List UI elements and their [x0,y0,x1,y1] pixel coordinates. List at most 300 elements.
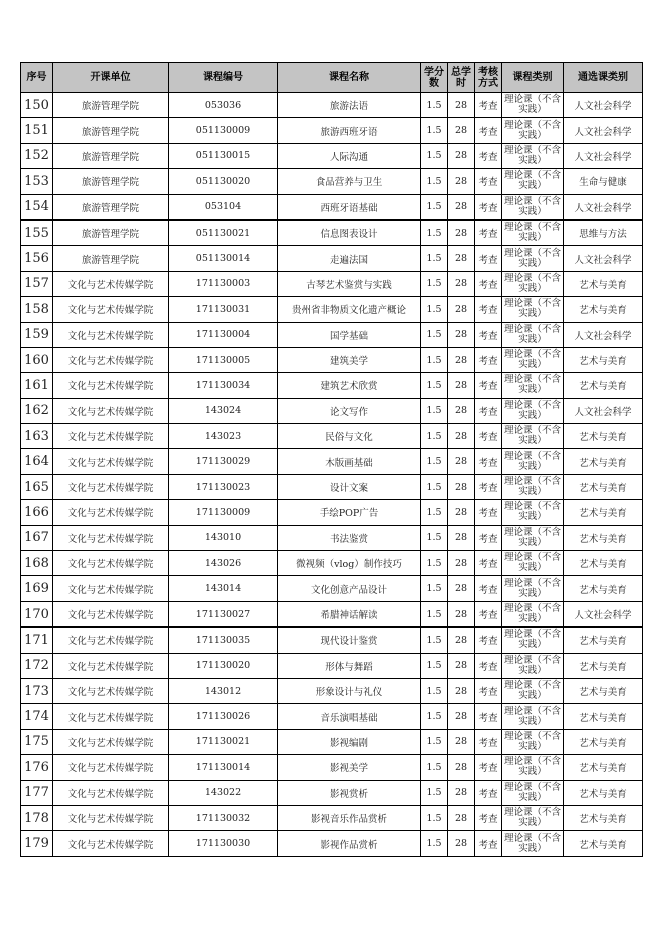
header-elective-category: 通选课类别 [564,63,643,93]
cell-course-code: 171130014 [169,755,278,780]
cell-hours: 28 [448,653,475,678]
cell-elective-category: 人文社会科学 [564,246,643,271]
cell-credits: 1.5 [421,118,448,143]
cell-credits: 1.5 [421,347,448,372]
cell-course-type: 理论课（不含实践） [502,474,564,499]
cell-seq: 177 [21,780,53,805]
cell-seq: 179 [21,831,53,856]
header-hours: 总学时 [448,63,475,93]
cell-course-code: 171130027 [169,601,278,627]
cell-assessment: 考查 [475,220,502,246]
cell-course-type: 理论课（不含实践） [502,601,564,627]
cell-course-code: 143014 [169,576,278,601]
cell-course-name: 建筑艺术欣赏 [278,373,421,398]
table-row [21,805,643,830]
cell-elective-category: 艺术与美育 [564,297,643,322]
cell-assessment: 考查 [475,271,502,296]
cell-elective-category: 人文社会科学 [564,601,643,627]
cell-course-name: 微视频（vlog）制作技巧 [278,551,421,576]
cell-elective-category: 艺术与美育 [564,576,643,601]
cell-elective-category: 人文社会科学 [564,322,643,347]
cell-seq: 176 [21,755,53,780]
cell-credits: 1.5 [421,474,448,499]
cell-hours: 28 [448,246,475,271]
cell-assessment: 考查 [475,627,502,653]
cell-hours: 28 [448,424,475,449]
cell-course-type: 理论课（不含实践） [502,143,564,168]
cell-seq: 156 [21,246,53,271]
cell-course-type: 理论课（不含实践） [502,500,564,525]
cell-course-code: 051130020 [169,169,278,194]
cell-course-code: 143026 [169,551,278,576]
cell-hours: 28 [448,780,475,805]
cell-course-name: 书法鉴赏 [278,525,421,550]
table-row [21,143,643,168]
cell-assessment: 考查 [475,704,502,729]
cell-course-name: 西班牙语基础 [278,194,421,220]
cell-credits: 1.5 [421,704,448,729]
cell-assessment: 考查 [475,143,502,168]
cell-seq: 170 [21,601,53,627]
cell-course-name: 影视音乐作品赏析 [278,805,421,830]
cell-course-type: 理论课（不含实践） [502,297,564,322]
cell-course-name: 手绘POP广告 [278,500,421,525]
cell-course-type: 理论课（不含实践） [502,194,564,220]
cell-credits: 1.5 [421,831,448,856]
cell-department: 文化与艺术传媒学院 [53,576,169,601]
cell-credits: 1.5 [421,653,448,678]
cell-course-code: 171130009 [169,500,278,525]
cell-course-name: 形象设计与礼仪 [278,678,421,703]
header-course-type: 课程类别 [502,63,564,93]
cell-course-type: 理论课（不含实践） [502,805,564,830]
cell-seq: 153 [21,169,53,194]
header-course-code: 课程编号 [169,63,278,93]
cell-department: 文化与艺术传媒学院 [53,831,169,856]
cell-elective-category: 人文社会科学 [564,143,643,168]
cell-credits: 1.5 [421,601,448,627]
cell-elective-category: 艺术与美育 [564,551,643,576]
cell-department: 文化与艺术传媒学院 [53,474,169,499]
cell-seq: 162 [21,398,53,423]
cell-credits: 1.5 [421,220,448,246]
cell-hours: 28 [448,525,475,550]
cell-seq: 160 [21,347,53,372]
cell-elective-category: 艺术与美育 [564,805,643,830]
cell-course-name: 论文写作 [278,398,421,423]
cell-course-type: 理论课（不含实践） [502,169,564,194]
cell-credits: 1.5 [421,143,448,168]
cell-department: 旅游管理学院 [53,194,169,220]
header-seq: 序号 [21,63,53,93]
cell-assessment: 考查 [475,500,502,525]
table-row [21,347,643,372]
table-row [21,780,643,805]
cell-seq: 157 [21,271,53,296]
cell-seq: 174 [21,704,53,729]
cell-elective-category: 艺术与美育 [564,474,643,499]
cell-course-code: 143024 [169,398,278,423]
cell-assessment: 考查 [475,424,502,449]
cell-hours: 28 [448,474,475,499]
cell-assessment: 考查 [475,93,502,118]
cell-elective-category: 艺术与美育 [564,627,643,653]
cell-assessment: 考查 [475,729,502,754]
cell-hours: 28 [448,93,475,118]
table-row [21,271,643,296]
cell-course-code: 051130009 [169,118,278,143]
cell-course-type: 理论课（不含实践） [502,831,564,856]
cell-elective-category: 艺术与美育 [564,780,643,805]
cell-department: 文化与艺术传媒学院 [53,347,169,372]
cell-elective-category: 艺术与美育 [564,653,643,678]
table-row [21,194,643,220]
cell-course-code: 053104 [169,194,278,220]
cell-credits: 1.5 [421,780,448,805]
cell-assessment: 考查 [475,805,502,830]
cell-course-name: 旅游西班牙语 [278,118,421,143]
cell-credits: 1.5 [421,271,448,296]
cell-course-code: 053036 [169,93,278,118]
cell-course-code: 143010 [169,525,278,550]
cell-course-type: 理论课（不含实践） [502,271,564,296]
cell-credits: 1.5 [421,93,448,118]
table-row [21,373,643,398]
cell-seq: 173 [21,678,53,703]
cell-elective-category: 艺术与美育 [564,831,643,856]
cell-assessment: 考查 [475,831,502,856]
cell-assessment: 考查 [475,601,502,627]
cell-department: 旅游管理学院 [53,169,169,194]
cell-department: 文化与艺术传媒学院 [53,780,169,805]
cell-hours: 28 [448,220,475,246]
cell-department: 文化与艺术传媒学院 [53,601,169,627]
cell-hours: 28 [448,373,475,398]
cell-assessment: 考查 [475,373,502,398]
cell-credits: 1.5 [421,246,448,271]
cell-elective-category: 人文社会科学 [564,398,643,423]
cell-course-name: 现代设计鉴赏 [278,627,421,653]
cell-assessment: 考查 [475,118,502,143]
cell-elective-category: 艺术与美育 [564,373,643,398]
cell-elective-category: 艺术与美育 [564,704,643,729]
cell-seq: 171 [21,627,53,653]
cell-assessment: 考查 [475,678,502,703]
cell-seq: 151 [21,118,53,143]
cell-course-code: 171130031 [169,297,278,322]
cell-course-name: 古琴艺术鉴赏与实践 [278,271,421,296]
cell-assessment: 考查 [475,347,502,372]
table-row [21,322,643,347]
cell-department: 文化与艺术传媒学院 [53,500,169,525]
cell-course-name: 贵州省非物质文化遗产概论 [278,297,421,322]
cell-assessment: 考查 [475,246,502,271]
cell-hours: 28 [448,704,475,729]
table-row [21,449,643,474]
header-assessment: 考核方式 [475,63,502,93]
cell-course-name: 形体与舞蹈 [278,653,421,678]
cell-seq: 155 [21,220,53,246]
cell-course-type: 理论课（不含实践） [502,347,564,372]
cell-course-code: 051130015 [169,143,278,168]
cell-department: 文化与艺术传媒学院 [53,271,169,296]
cell-credits: 1.5 [421,755,448,780]
cell-course-code: 171130032 [169,805,278,830]
cell-department: 旅游管理学院 [53,93,169,118]
cell-hours: 28 [448,805,475,830]
cell-elective-category: 人文社会科学 [564,93,643,118]
cell-elective-category: 艺术与美育 [564,271,643,296]
table-row [21,601,643,627]
cell-seq: 163 [21,424,53,449]
cell-seq: 150 [21,93,53,118]
cell-hours: 28 [448,143,475,168]
cell-credits: 1.5 [421,500,448,525]
cell-department: 文化与艺术传媒学院 [53,805,169,830]
table-row [21,678,643,703]
cell-course-name: 木版画基础 [278,449,421,474]
cell-elective-category: 艺术与美育 [564,500,643,525]
cell-hours: 28 [448,169,475,194]
table-row [21,474,643,499]
table-row [21,525,643,550]
table-row [21,246,643,271]
header-course-name: 课程名称 [278,63,421,93]
cell-course-name: 影视作品赏析 [278,831,421,856]
cell-elective-category: 艺术与美育 [564,678,643,703]
cell-assessment: 考查 [475,551,502,576]
cell-seq: 164 [21,449,53,474]
cell-assessment: 考查 [475,297,502,322]
cell-course-name: 人际沟通 [278,143,421,168]
cell-hours: 28 [448,271,475,296]
cell-course-code: 171130020 [169,653,278,678]
cell-course-type: 理论课（不含实践） [502,755,564,780]
cell-seq: 165 [21,474,53,499]
cell-department: 文化与艺术传媒学院 [53,704,169,729]
cell-hours: 28 [448,194,475,220]
cell-course-type: 理论课（不含实践） [502,246,564,271]
cell-hours: 28 [448,601,475,627]
cell-credits: 1.5 [421,805,448,830]
cell-course-type: 理论课（不含实践） [502,653,564,678]
cell-course-name: 文化创意产品设计 [278,576,421,601]
cell-hours: 28 [448,729,475,754]
table-row [21,500,643,525]
cell-department: 文化与艺术传媒学院 [53,729,169,754]
cell-hours: 28 [448,347,475,372]
cell-course-code: 171130003 [169,271,278,296]
cell-department: 文化与艺术传媒学院 [53,398,169,423]
cell-assessment: 考查 [475,653,502,678]
cell-course-type: 理论课（不含实践） [502,373,564,398]
cell-hours: 28 [448,831,475,856]
cell-department: 文化与艺术传媒学院 [53,678,169,703]
cell-course-code: 171130021 [169,729,278,754]
table-row [21,755,643,780]
cell-course-type: 理论课（不含实践） [502,627,564,653]
cell-course-type: 理论课（不含实践） [502,449,564,474]
cell-course-code: 171130023 [169,474,278,499]
cell-course-name: 民俗与文化 [278,424,421,449]
cell-course-type: 理论课（不含实践） [502,780,564,805]
table-body [21,93,643,857]
table-row [21,398,643,423]
cell-elective-category: 人文社会科学 [564,118,643,143]
cell-credits: 1.5 [421,729,448,754]
cell-credits: 1.5 [421,373,448,398]
cell-course-code: 171130035 [169,627,278,653]
cell-course-name: 设计文案 [278,474,421,499]
cell-credits: 1.5 [421,678,448,703]
table-row [21,424,643,449]
cell-department: 文化与艺术传媒学院 [53,755,169,780]
cell-elective-category: 艺术与美育 [564,424,643,449]
cell-seq: 172 [21,653,53,678]
cell-course-code: 143012 [169,678,278,703]
table-row [21,551,643,576]
cell-course-type: 理论课（不含实践） [502,551,564,576]
course-table [20,62,643,857]
cell-course-name: 走遍法国 [278,246,421,271]
cell-course-name: 国学基础 [278,322,421,347]
cell-course-name: 信息图表设计 [278,220,421,246]
cell-department: 旅游管理学院 [53,118,169,143]
cell-course-code: 051130021 [169,220,278,246]
cell-seq: 168 [21,551,53,576]
table-row [21,653,643,678]
cell-course-name: 建筑美学 [278,347,421,372]
cell-department: 文化与艺术传媒学院 [53,525,169,550]
cell-elective-category: 生命与健康 [564,169,643,194]
cell-course-name: 希腊神话解读 [278,601,421,627]
table-row [21,576,643,601]
cell-assessment: 考查 [475,576,502,601]
cell-course-code: 143022 [169,780,278,805]
cell-credits: 1.5 [421,322,448,347]
cell-seq: 161 [21,373,53,398]
cell-department: 旅游管理学院 [53,246,169,271]
cell-department: 文化与艺术传媒学院 [53,449,169,474]
cell-seq: 167 [21,525,53,550]
cell-course-type: 理论课（不含实践） [502,576,564,601]
cell-department: 文化与艺术传媒学院 [53,297,169,322]
cell-credits: 1.5 [421,169,448,194]
cell-credits: 1.5 [421,627,448,653]
cell-department: 旅游管理学院 [53,143,169,168]
table-row [21,220,643,246]
cell-hours: 28 [448,551,475,576]
cell-hours: 28 [448,500,475,525]
header-row [21,63,643,93]
cell-department: 文化与艺术传媒学院 [53,551,169,576]
cell-department: 旅游管理学院 [53,220,169,246]
cell-course-type: 理论课（不含实践） [502,525,564,550]
cell-course-code: 171130030 [169,831,278,856]
table-row [21,627,643,653]
cell-hours: 28 [448,627,475,653]
cell-course-type: 理论课（不含实践） [502,118,564,143]
cell-course-type: 理论课（不含实践） [502,322,564,347]
cell-assessment: 考查 [475,755,502,780]
cell-seq: 175 [21,729,53,754]
cell-assessment: 考查 [475,322,502,347]
cell-course-code: 143023 [169,424,278,449]
cell-seq: 159 [21,322,53,347]
cell-credits: 1.5 [421,525,448,550]
table-row [21,118,643,143]
header-credits: 学分数 [421,63,448,93]
cell-credits: 1.5 [421,194,448,220]
cell-credits: 1.5 [421,576,448,601]
cell-assessment: 考查 [475,194,502,220]
cell-assessment: 考查 [475,474,502,499]
cell-course-code: 171130005 [169,347,278,372]
cell-course-code: 171130034 [169,373,278,398]
cell-seq: 169 [21,576,53,601]
cell-department: 文化与艺术传媒学院 [53,322,169,347]
cell-seq: 152 [21,143,53,168]
cell-elective-category: 艺术与美育 [564,755,643,780]
cell-hours: 28 [448,678,475,703]
cell-hours: 28 [448,576,475,601]
cell-course-type: 理论课（不含实践） [502,729,564,754]
table-row [21,831,643,856]
cell-course-code: 051130014 [169,246,278,271]
table-row [21,704,643,729]
cell-department: 文化与艺术传媒学院 [53,653,169,678]
cell-credits: 1.5 [421,398,448,423]
cell-seq: 166 [21,500,53,525]
cell-department: 文化与艺术传媒学院 [53,424,169,449]
cell-course-type: 理论课（不含实践） [502,398,564,423]
cell-hours: 28 [448,322,475,347]
cell-course-name: 影视美学 [278,755,421,780]
cell-department: 文化与艺术传媒学院 [53,627,169,653]
cell-seq: 158 [21,297,53,322]
cell-elective-category: 艺术与美育 [564,525,643,550]
cell-credits: 1.5 [421,449,448,474]
cell-hours: 28 [448,449,475,474]
cell-elective-category: 人文社会科学 [564,194,643,220]
cell-assessment: 考查 [475,449,502,474]
cell-course-name: 音乐演唱基础 [278,704,421,729]
cell-credits: 1.5 [421,297,448,322]
cell-course-name: 旅游法语 [278,93,421,118]
table-row [21,729,643,754]
cell-course-type: 理论课（不含实践） [502,93,564,118]
cell-course-type: 理论课（不含实践） [502,704,564,729]
cell-hours: 28 [448,755,475,780]
cell-assessment: 考查 [475,398,502,423]
cell-elective-category: 艺术与美育 [564,449,643,474]
cell-elective-category: 艺术与美育 [564,347,643,372]
cell-credits: 1.5 [421,551,448,576]
cell-seq: 178 [21,805,53,830]
cell-hours: 28 [448,118,475,143]
cell-seq: 154 [21,194,53,220]
cell-course-code: 171130004 [169,322,278,347]
cell-course-code: 171130026 [169,704,278,729]
cell-assessment: 考查 [475,169,502,194]
table-row [21,297,643,322]
cell-course-name: 食品营养与卫生 [278,169,421,194]
table-row [21,169,643,194]
header-department: 开课单位 [53,63,169,93]
cell-assessment: 考查 [475,525,502,550]
cell-course-type: 理论课（不含实践） [502,678,564,703]
cell-hours: 28 [448,297,475,322]
